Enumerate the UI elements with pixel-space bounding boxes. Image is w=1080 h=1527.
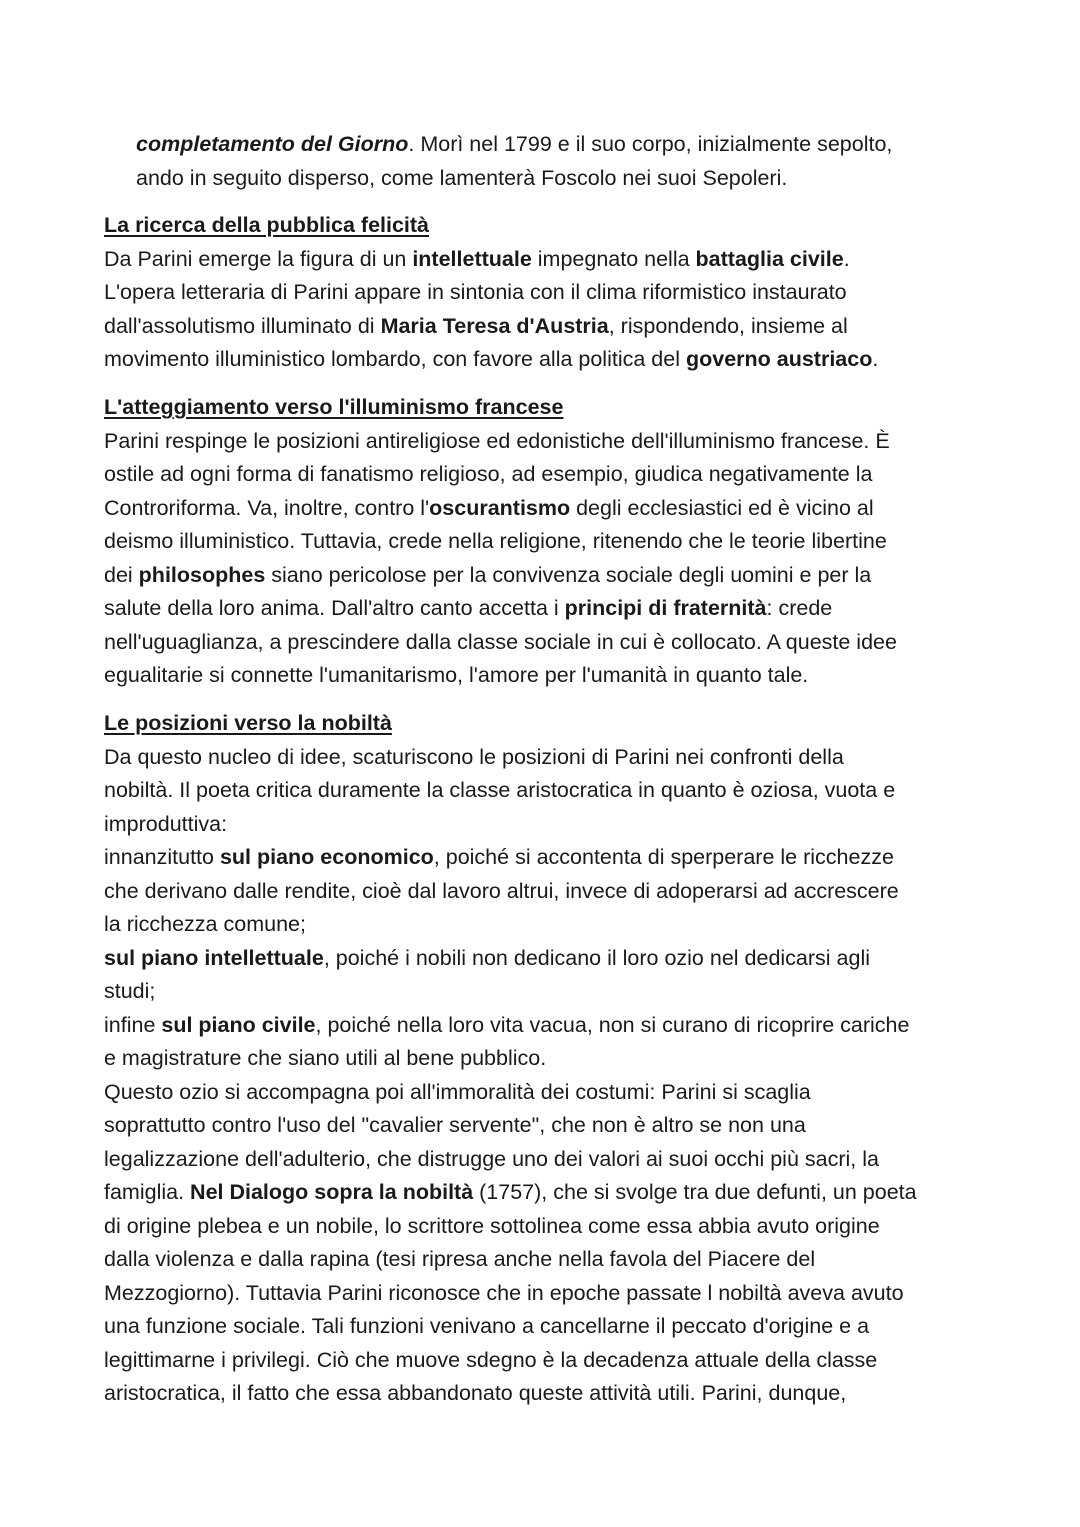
text: : crede xyxy=(766,596,833,620)
s3-line-13: legalizzazione dell'adulterio, che distrugge uno dei valori ai suoi occhi più sacri, la xyxy=(104,1147,879,1171)
bold-term: oscurantismo xyxy=(429,496,571,520)
s2-line-2: ostile ad ogni forma di fanatismo religioso, ad esempio, giudica negativamente la xyxy=(104,462,873,486)
text: impegnato nella xyxy=(531,247,696,271)
text: movimento illuministico lombardo, con favore alla politica del xyxy=(104,347,686,371)
heading-pubblica-felicita: La ricerca della pubblica felicità xyxy=(104,213,430,237)
s2-line-6 xyxy=(104,592,832,625)
s3-line-9 xyxy=(104,1009,909,1042)
s3-line-14 xyxy=(104,1176,917,1209)
s1-line-4 xyxy=(104,343,878,376)
s3-line-6: la ricchezza comune; xyxy=(104,912,306,936)
s1-line-3 xyxy=(104,310,848,343)
s3-line-16: dalla violenza e dalla rapina (tesi ripresa anche nella favola del Piacere del xyxy=(104,1247,816,1271)
text: , poiché si accontenta di sperperare le ricchezze xyxy=(433,845,894,869)
heading-nobilta: Le posizioni verso la nobiltà xyxy=(104,711,392,735)
s3-line-17: Mezzogiorno). Tuttavia Parini riconosce che in epoche passate l nobiltà aveva avuto xyxy=(104,1281,904,1305)
s2-line-8: egualitarie si connette l'umanitarismo, l'amore per l'umanità in quanto tale. xyxy=(104,663,809,687)
text: famiglia. xyxy=(104,1180,191,1204)
s3-line-12: soprattutto contro l'uso del "cavalier servente", che non è altro se non una xyxy=(104,1113,806,1137)
bold-term: Nel Dialogo sopra la nobiltà xyxy=(190,1180,474,1204)
s3-line-8: studi; xyxy=(104,979,156,1003)
bold-term: principi di fraternità xyxy=(564,596,767,620)
intro-line-2: ando in seguito disperso, come lamenterà Foscolo nei suoi Sepoleri. xyxy=(136,166,788,190)
s3-line-19: legittimarne i privilegi. Ciò che muove sdegno è la decadenza attuale della classe xyxy=(104,1348,878,1372)
s1-line-2: L'opera letteraria di Parini appare in sintonia con il clima riformistico instaurato xyxy=(104,280,847,304)
bold-term: intellettuale xyxy=(412,247,532,271)
s2-line-3 xyxy=(104,492,874,525)
bold-term: sul piano civile xyxy=(161,1013,316,1037)
s3-line-20: aristocratica, il fatto che essa abbandonato queste attività utili. Parini, dunque, xyxy=(104,1381,847,1405)
bold-term: sul piano intellettuale xyxy=(104,946,324,970)
text: degli ecclesiastici ed è vicino al xyxy=(570,496,874,520)
bold-term: governo austriaco xyxy=(685,347,873,371)
text: dall'assolutismo illuminato di xyxy=(104,314,381,338)
text: . Morì nel 1799 e il suo corpo, inizialmente sepolto, xyxy=(408,132,893,156)
text: salute della loro anima. Dall'altro canto accetta i xyxy=(104,596,565,620)
text: . xyxy=(872,347,879,371)
text: , poiché nella loro vita vacua, non si curano di ricoprire cariche xyxy=(315,1013,910,1037)
s2-line-1: Parini respinge le posizioni antireligiose ed edonistiche dell'illuminismo francese. È xyxy=(104,429,890,453)
text: , poiché i nobili non dedicano il loro ozio nel dedicarsi agli xyxy=(323,946,871,970)
giorno-emphasis: completamento del Giorno xyxy=(136,132,409,156)
s2-line-7: nell'uguaglianza, a prescindere dalla classe sociale in cui è collocato. A queste idee xyxy=(104,630,897,654)
bold-term: sul piano economico xyxy=(219,845,434,869)
s3-line-3: improduttiva: xyxy=(104,812,228,836)
s3-line-15: di origine plebea e un nobile, lo scrittore sottolinea come essa abbia avuto origine xyxy=(104,1214,880,1238)
text: Da Parini emerge la figura di un xyxy=(104,247,413,271)
s3-line-10: e magistrature che siano utili al bene pubblico. xyxy=(104,1046,547,1070)
s3-line-4 xyxy=(104,841,894,874)
text: siano pericolose per la convivenza sociale degli uomini e per la xyxy=(265,563,872,587)
s1-line-1 xyxy=(104,243,850,276)
text: , rispondendo, insieme al xyxy=(608,314,848,338)
text: innanzitutto xyxy=(104,845,220,869)
s2-line-5 xyxy=(104,559,871,592)
bold-term: battaglia civile xyxy=(695,247,844,271)
s3-line-7 xyxy=(104,942,870,975)
s2-line-4: deismo illuministico. Tuttavia, crede nella religione, ritenendo che le teorie libertine xyxy=(104,529,887,553)
text: (1757), che si svolge tra due defunti, un poeta xyxy=(473,1180,917,1204)
s3-line-2: nobiltà. Il poeta critica duramente la classe aristocratica in quanto è oziosa, vuota e xyxy=(104,778,896,802)
text: dei xyxy=(104,563,139,587)
s3-line-5: che derivano dalle rendite, cioè dal lavoro altrui, invece di adoperarsi ad accrescere xyxy=(104,879,899,903)
text: infine xyxy=(104,1013,162,1037)
s3-line-11: Questo ozio si accompagna poi all'immoralità dei costumi: Parini si scaglia xyxy=(104,1080,811,1104)
text: Controriforma. Va, inoltre, contro l' xyxy=(104,496,430,520)
s3-line-18: una funzione sociale. Tali funzioni venivano a cancellarne il peccato d'origine e a xyxy=(104,1314,870,1338)
bold-term: philosophes xyxy=(138,563,266,587)
heading-illuminismo-francese: L'atteggiamento verso l'illuminismo francese xyxy=(104,395,564,419)
s3-line-1: Da questo nucleo di idee, scaturiscono le posizioni di Parini nei confronti della xyxy=(104,745,844,769)
bold-term: Maria Teresa d'Austria xyxy=(380,314,609,338)
text: . xyxy=(843,247,850,271)
intro-line-1 xyxy=(136,128,892,161)
